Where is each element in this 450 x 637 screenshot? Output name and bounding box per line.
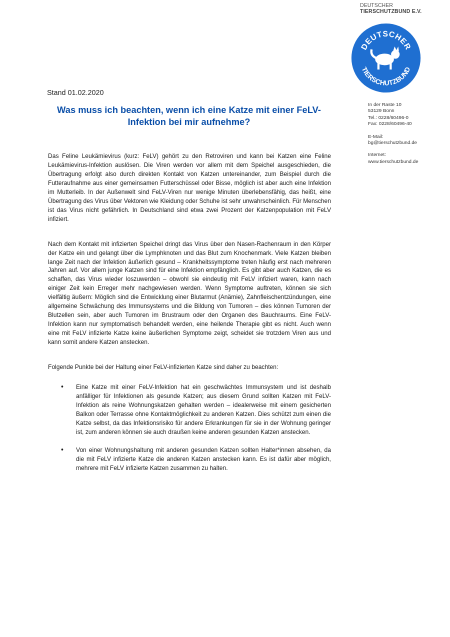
email-label: E-Mail: — [368, 134, 384, 140]
list-item-text: Von einer Wohnungshaltung mit anderen gesunden Katzen sollten Halter*innen absehen, da die mit FeLV infizierte Katze die anderen Katzen anstecken kann. Es ist dafür aber möglich, mehrere mit FeLV infizierte Katzen zusammen zu halten. — [76, 447, 331, 472]
logo-lettering: DEUTSCHER — [359, 29, 413, 52]
document-body — [48, 153, 331, 483]
email-block — [368, 135, 448, 148]
organization-name-line2: TIERSCHUTZBUND E.V. — [360, 9, 422, 16]
organization-name-line1: DEUTSCHER — [360, 3, 393, 9]
address-street: In der Raste 10 — [368, 103, 402, 108]
address-city: 53129 Bonn — [368, 109, 395, 115]
document-date: Stand 01.02.2020 — [47, 88, 104, 97]
paragraph-symptoms: Nach dem Kontakt mit infizierten Speichel dringt das Virus über den Nasen-Rachenraum in den Körper der Katze ein und gelangt über die Lymphknoten und das Blut zum Knochenmark. Viele Katzen bleiben lange Zeit nach der Infektion äußerlich gesund – Krankheitssymptome treten häufig erst nach mehreren Jahren auf. Vor allem junge Katzen sind für eine Infektion empfänglich. Es gibt aber auch Katzen, die es schaffen, das Virus wieder loszuwerden – obwohl sie eindeutig mit FeLV infiziert waren, kann nach einiger Zeit kein Erreger mehr nachgewiesen werden. Wenn Symptome auftreten, können sie sich vielfältig äußern: Möglich sind die Entwicklung einer Blutarmut (Anämie), Zahnfleischentzündungen, eine allgemeine Schwächung des Immunsystems und die Bildung von Tumoren – dies können Tumoren der Blutzellen sein, aber auch Tumoren im Brustraum oder den Organen des Bauchraums. Eine FeLV-Infektion kann nur symptomatisch behandelt werden, eine heilende Therapie gibt es nicht. Auch wenn eine mit FeLV infizierte Katze keine äußerlichen Symptome zeigt, scheidet sie trotzdem Viren aus und kann somit andere Katzen anstecken. — [48, 241, 331, 347]
list-item — [61, 384, 331, 438]
logo-lettering-bottom: TIERSCHUTZBUND — [359, 66, 413, 88]
paragraph-intro: Das Feline Leukämievirus (kurz: FeLV) gehört zu den Retroviren und kann bei Katzen eine Feline Leukämievirus-Infektion auslösen. Die Viren werden vor allem mit dem Speichel ausgeschieden, die Übertragung erfolgt also durch direkten Kontakt von Katzen untereinander, zum Beispiel durch die Futteraufnahme aus einer gemeinsamen Futterschüssel oder Bisse, möglich ist aber auch eine Infektion im Mutterleib. In der Außenwelt sind FeLV-Viren nur wenige Minuten überlebensfähig, das heißt, eine Übertragung des Virus über Vektoren wie Kleidung oder Schuhe ist sehr unwahrscheinlich. Für Menschen ist das Virus nicht gefährlich. In Deutschland sind etwa zwei Prozent der Katzenpopulation mit FeLV infiziert. — [48, 154, 331, 223]
paragraph-list-intro: Folgende Punkte bei der Haltung einer FeLV-infizierten Katze sind daher zu beachten: — [48, 365, 279, 372]
list-item-text: Eine Katze mit einer FeLV-Infektion hat ein geschwächtes Immunsystem und ist deshalb anfälliger für Infektionen als gesunde Katzen; aus diesem Grund sollten Katzen mit FeLV-Infektion als reine Wohnungskatzen gehalten werden – idealerweise mit einem gesicherten Balkon oder Terrasse ohne Kontaktmöglichkeit zu anderen Katzen. Dies schützt zum einen die Katze selbst, da das Infektionsrisiko für andere Erkrankungen für sie in der Wohnung geringer ist, zum anderen können sie auch draußen keine anderen gesunden Katzen anstecken. — [76, 385, 331, 436]
recommendation-list — [48, 384, 331, 474]
organization-logo — [350, 22, 422, 94]
organization-name — [360, 3, 445, 16]
phone-number: Tel.: 0228/60496-0 — [368, 115, 409, 121]
fax-number: Fax: 0228/60496-40 — [368, 122, 412, 128]
website-link[interactable]: www.tierschutzbund.de — [368, 159, 419, 165]
internet-label: Internet: — [368, 153, 386, 159]
email-address[interactable]: bg@tierschutzbund.de — [368, 141, 418, 147]
address-block — [368, 103, 448, 129]
bullet-icon: • — [61, 384, 64, 392]
list-item — [61, 446, 331, 474]
contact-sidebar — [368, 103, 448, 172]
document-title: Was muss ich beachten, wenn ich eine Katze mit einer FeLV-Infektion bei mir aufnehme? — [57, 105, 321, 127]
internet-block — [368, 153, 448, 166]
bullet-icon: • — [61, 446, 64, 454]
